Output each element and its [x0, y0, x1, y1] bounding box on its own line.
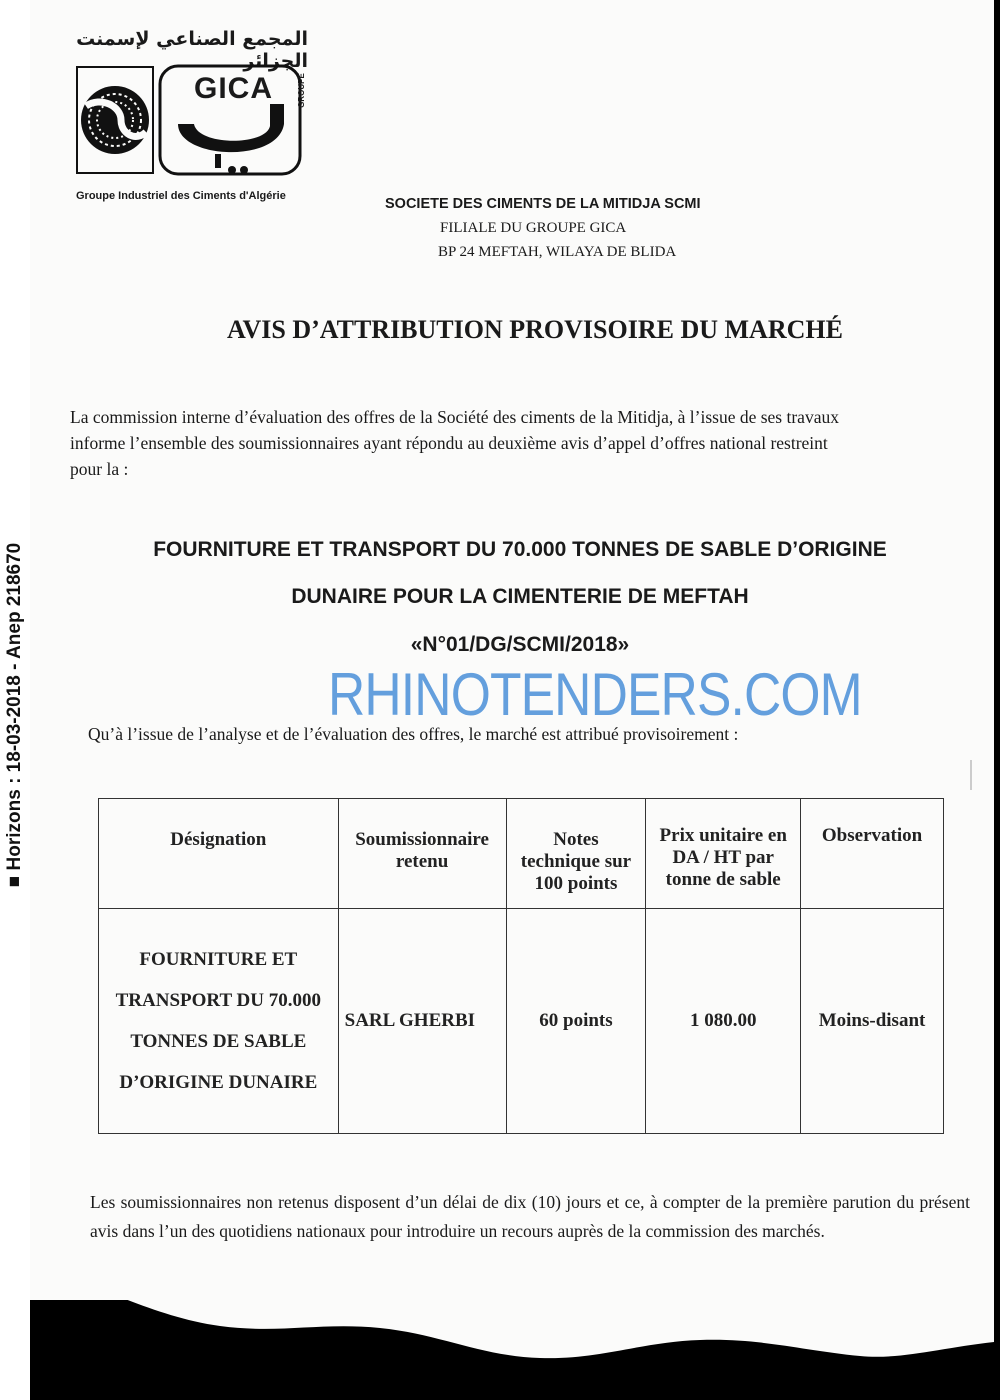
- footer-paragraph: Les soumissionnaires non retenus disposent d’un délai de dix (10) jours et ce, à compter de la première parution du présent avis dans l’un des quotidiens nationaux pour introduire un recours auprès de la commission des marchés.: [90, 1192, 970, 1241]
- header-observation: Observation: [801, 799, 944, 909]
- table-row: [99, 909, 944, 1134]
- logo-gica-text: GICA: [194, 72, 273, 105]
- header-designation: Désignation: [99, 799, 339, 909]
- cell-prix: 1 080.00: [646, 909, 801, 1134]
- subject-reference: «N°01/DG/SCMI/2018»: [410, 633, 630, 656]
- gica-logo: [76, 28, 316, 218]
- subject-line-2: DUNAIRE POUR LA CIMENTERIE DE MEFTAH: [291, 585, 749, 608]
- logo-caption: Groupe Industriel des Ciments d'Algérie: [76, 190, 286, 202]
- award-table: [98, 798, 944, 1134]
- intro-line: pour la :: [70, 459, 129, 479]
- cell-designation: FOURNITURE ET TRANSPORT DU 70.000 TONNES DE SABLE D’ORIGINE DUNAIRE: [99, 909, 339, 1134]
- intro-line: informe l’ensemble des soumissionnaires ayant répondu au deuxième avis d’appel d’offres national restreint: [70, 433, 828, 453]
- header-soumissionnaire: Soumissionnaire retenu: [338, 799, 506, 909]
- intro-paragraph: [70, 404, 970, 482]
- cell-notes: 60 points: [506, 909, 646, 1134]
- cell-observation: Moins-disant: [801, 909, 944, 1134]
- intro-line: La commission interne d’évaluation des offres de la Société des ciments de la Mitidja, à l’issue de ses travaux: [70, 407, 839, 427]
- table-header-row: [99, 799, 944, 909]
- award-intro: Qu’à l’issue de l’analyse et de l’évaluation des offres, le marché est attribué provisoirement :: [88, 724, 739, 744]
- publication-label: ■ Horizons : 18-03-2018 - Anep 218670: [4, 542, 25, 888]
- torn-paper-edge: [0, 1230, 1000, 1400]
- notice-title: AVIS D’ATTRIBUTION PROVISOIRE DU MARCHÉ: [227, 315, 843, 344]
- header-prix: Prix unitaire en DA / HT par tonne de sable: [646, 799, 801, 909]
- company-filiale: FILIALE DU GROUPE GICA: [440, 220, 627, 236]
- subject-line-1: FOURNITURE ET TRANSPORT DU 70.000 TONNES DE SABLE D’ORIGINE: [153, 538, 887, 561]
- logo-arabic-text: المجمع الصناعي لإسمنت الجزائر: [76, 28, 308, 72]
- company-name: SOCIETE DES CIMENTS DE LA MITIDJA SCMI: [385, 196, 701, 212]
- logo-groupe-text: GROUPE: [296, 73, 306, 108]
- header-notes: Notes technique sur 100 points: [506, 799, 646, 909]
- watermark: RHINOTENDERS.COM: [328, 661, 862, 728]
- cell-soumissionnaire: SARL GHERBI: [338, 909, 506, 1134]
- company-address: BP 24 MEFTAH, WILAYA DE BLIDA: [438, 244, 677, 260]
- cement-swirl-icon: [76, 66, 156, 176]
- scan-mark: [970, 760, 972, 790]
